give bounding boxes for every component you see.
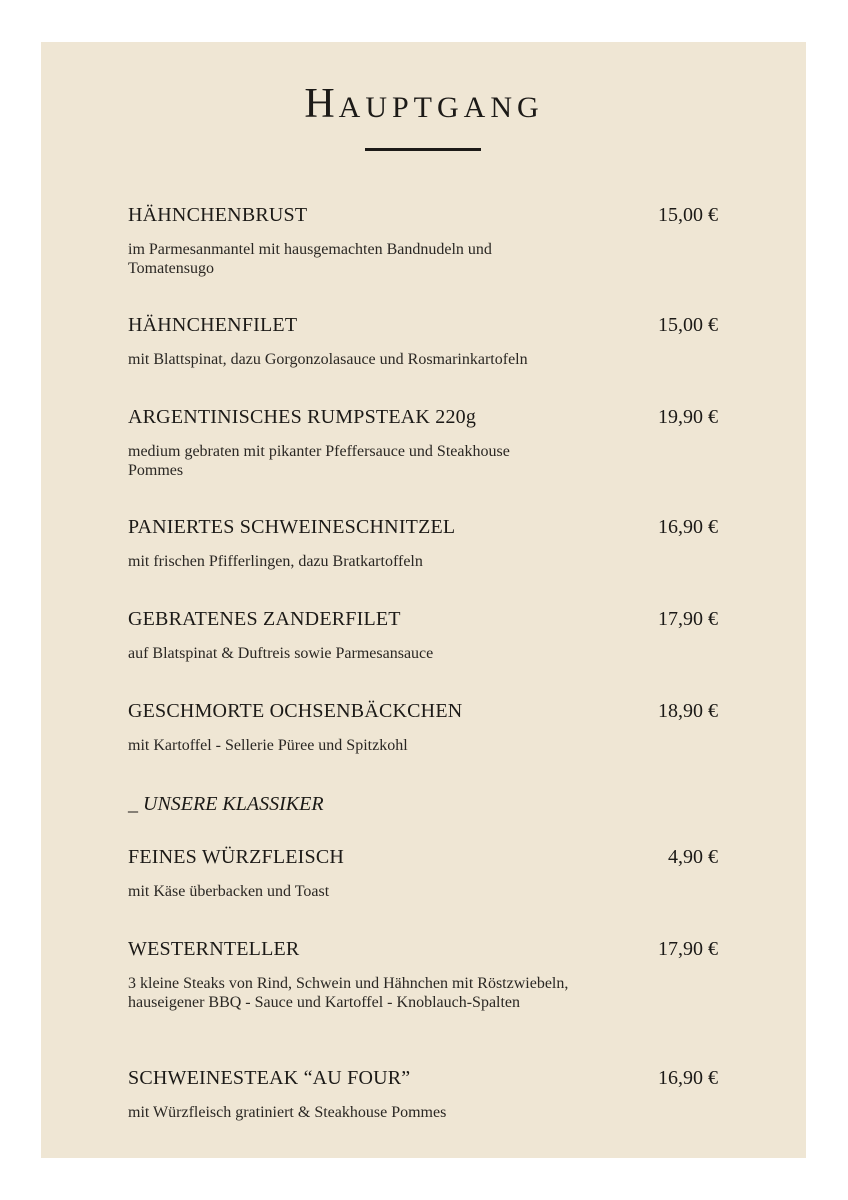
menu-item-price: 17,90 € — [658, 938, 718, 960]
menu-item-name: GESCHMORTE OCHSENBÄCKCHEN — [128, 700, 463, 722]
menu-item-price: 19,90 € — [658, 406, 718, 428]
page-title-initial: H — [304, 81, 339, 127]
menu-item-description: mit Würzfleisch gratiniert & Steakhouse Pommes — [128, 1104, 447, 1121]
menu-item-description: im Parmesanmantel mit hausgemachten Bandnudeln und Tomatensugo — [128, 241, 492, 277]
menu-item-description: mit Blattspinat, dazu Gorgonzolasauce und Rosmarinkartofeln — [128, 351, 528, 368]
menu-item-description: mit Käse überbacken und Toast — [128, 883, 330, 900]
menu-item-name: HÄHNCHENFILET — [128, 314, 298, 336]
menu-item-description: auf Blatspinat & Duftreis sowie Parmesansauce — [128, 645, 434, 662]
menu-item-name: SCHWEINESTEAK “AU FOUR” — [128, 1067, 411, 1089]
menu-item-description: 3 kleine Steaks von Rind, Schwein und Hähnchen mit Röstzwiebeln, hauseigener BBQ - Sauce und Kartoffel - Knoblauch-Spalten — [128, 975, 569, 1011]
menu-item-description: mit Kartoffel - Sellerie Püree und Spitzkohl — [128, 737, 408, 754]
menu-item-price: 16,90 € — [658, 516, 718, 538]
menu-item-name: ARGENTINISCHES RUMPSTEAK 220g — [128, 406, 477, 428]
menu-item-price: 15,00 € — [658, 204, 718, 226]
menu-item-name: HÄHNCHENBRUST — [128, 204, 308, 226]
menu-item-description: medium gebraten mit pikanter Pfeffersauce und Steakhouse Pommes — [128, 443, 510, 479]
menu-item-price: 17,90 € — [658, 608, 718, 630]
menu-item-name: GEBRATENES ZANDERFILET — [128, 608, 401, 630]
menu-item-name: WESTERNTELLER — [128, 938, 300, 960]
section-heading: _ UNSERE KLASSIKER — [128, 793, 324, 815]
page-title — [0, 80, 848, 128]
menu-item-name: PANIERTES SCHWEINESCHNITZEL — [128, 516, 456, 538]
menu-item-price: 15,00 € — [658, 314, 718, 336]
title-divider — [365, 148, 481, 151]
menu-item-description: mit frischen Pfifferlingen, dazu Bratkartoffeln — [128, 553, 423, 570]
page-title-rest: AUPTGANG — [338, 91, 544, 124]
menu-item-price: 4,90 € — [668, 846, 718, 868]
menu-item-price: 16,90 € — [658, 1067, 718, 1089]
menu-item-price: 18,90 € — [658, 700, 718, 722]
menu-item-name: FEINES WÜRZFLEISCH — [128, 846, 345, 868]
